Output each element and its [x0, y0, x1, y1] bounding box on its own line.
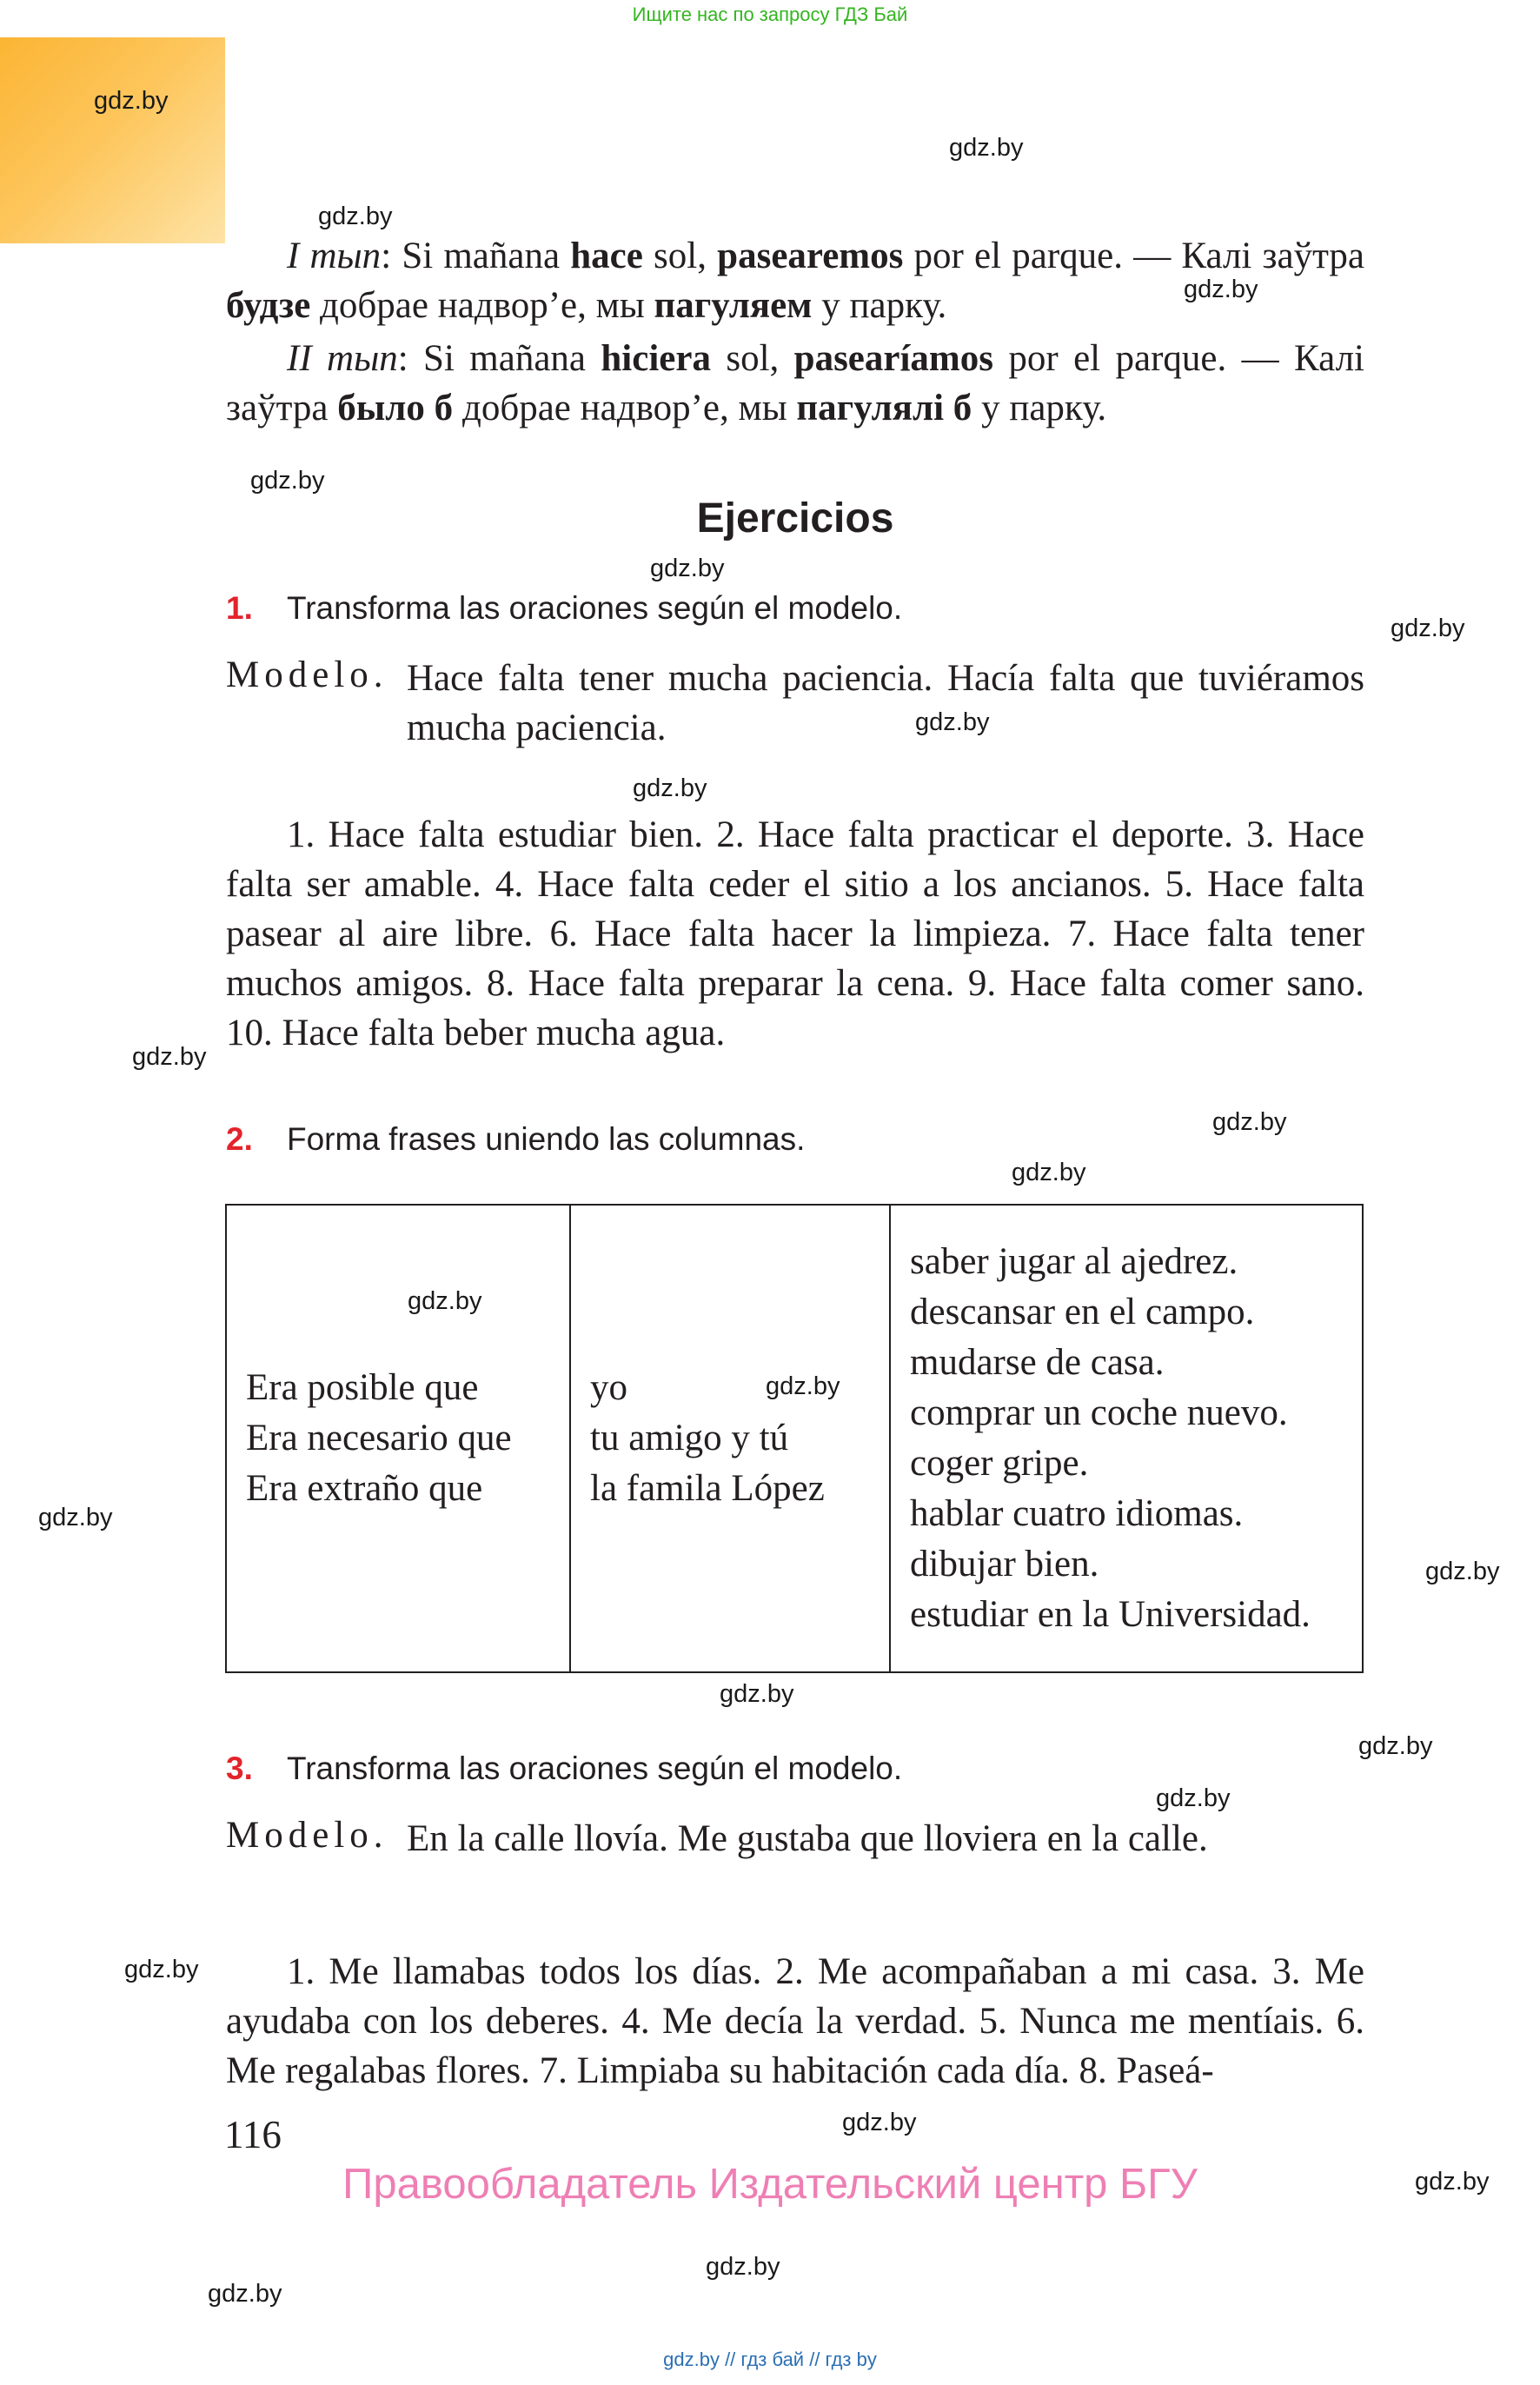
modelo-label: Modelo. [226, 654, 388, 695]
bold-text: pasearemos [717, 236, 904, 276]
list-item: estudiar en la Universidad. [910, 1594, 1311, 1635]
corner-decoration [0, 37, 225, 243]
watermark: gdz.by [1212, 1108, 1287, 1136]
list-item: Era posible que [246, 1367, 479, 1408]
watermark: gdz.by [208, 2280, 282, 2308]
column-2 [570, 1205, 890, 1672]
list-item: la famila López [590, 1468, 825, 1509]
watermark: gdz.by [1391, 615, 1465, 642]
watermark: gdz.by [132, 1043, 207, 1071]
watermark: gdz.by [650, 555, 725, 582]
table-row [226, 1205, 1363, 1672]
conditional-type-2 [226, 334, 1364, 433]
list-item: coger gripe. [910, 1443, 1089, 1484]
exercise-3-title [226, 1751, 902, 1787]
text: por el parque. — Калі заўтра [226, 338, 1364, 429]
text: : Si mañana [397, 338, 601, 379]
bold-text: hace [570, 236, 643, 276]
text: у парку. [812, 285, 947, 326]
watermark: gdz.by [1358, 1732, 1433, 1760]
watermark: gdz.by [633, 774, 707, 802]
bold-text: было б [337, 388, 454, 429]
bold-text: pasearíamos [793, 338, 993, 379]
section-heading: Ejercicios [696, 495, 894, 541]
text: sol, [642, 236, 718, 276]
list-item: Era extraño que [246, 1468, 483, 1509]
text: por el parque. — Калі заўтра [903, 236, 1365, 276]
watermark: gdz.by [1012, 1159, 1086, 1186]
footer-links: gdz.by // гдз бай // гдз by [663, 2348, 877, 2370]
top-banner: Ищите нас по запросу ГДЗ Бай [632, 3, 908, 25]
exercise-1-title [226, 590, 902, 627]
watermark: gdz.by [706, 2253, 780, 2281]
column-3 [890, 1205, 1363, 1672]
text: sol, [710, 338, 794, 379]
watermark: gdz.by [250, 467, 325, 495]
columns-table [225, 1204, 1364, 1673]
list-item: saber jugar al ajedrez. [910, 1241, 1238, 1282]
watermark: gdz.by [38, 1504, 113, 1531]
exercise-number: 3. [226, 1751, 253, 1786]
page-number: 116 [224, 2113, 282, 2156]
bold-text: пагулялі б [796, 388, 972, 429]
watermark: gdz.by [766, 1372, 840, 1400]
exercise-1-items: 1. Hace falta estudiar bien. 2. Hace falta practicar el deporte. 3. Hace falta ser amable. 4. Hace falta ceder el sitio a los ancianos. 5. Hace falta pasear al aire libre. 6. Hace falta hacer la limpieza. 7. Hace falta tener muchos amigos. 8. Hace falta preparar la cena. 9. Hace falta comer sano. 10. Hace falta beber mucha agua. [226, 814, 1364, 1053]
conditional-type-1 [226, 231, 1364, 330]
modelo-label: Modelo. [226, 1815, 388, 1856]
type-label: I тып [287, 236, 382, 276]
watermark: gdz.by [94, 87, 169, 115]
bold-text: hiciera [601, 338, 711, 379]
watermark: gdz.by [1415, 2168, 1490, 2196]
watermark: gdz.by [408, 1287, 482, 1315]
watermark: gdz.by [915, 708, 990, 736]
watermark: gdz.by [842, 2109, 917, 2136]
modelo-text: Hace falta tener mucha paciencia. Hacía falta que tuviéramos mucha paciencia. [407, 658, 1364, 748]
exercise-2-title [226, 1121, 805, 1158]
list-item: comprar un coche nuevo. [910, 1392, 1288, 1433]
exercise-number: 2. [226, 1121, 253, 1157]
modelo-text: En la calle llovía. Me gustaba que lloviera en la calle. [407, 1818, 1208, 1859]
exercise-instruction: Transforma las oraciones según el modelo. [287, 590, 903, 626]
list-item: dibujar bien. [910, 1544, 1099, 1584]
watermark: gdz.by [124, 1956, 199, 1983]
watermark: gdz.by [720, 1680, 794, 1708]
list-item: Era necesario que [246, 1418, 512, 1458]
list-item: hablar cuatro idiomas. [910, 1493, 1244, 1534]
watermark: gdz.by [1184, 276, 1258, 303]
bold-text: пагуляем [654, 285, 813, 326]
watermark: gdz.by [1425, 1558, 1500, 1585]
exercise-number: 1. [226, 590, 253, 626]
list-item: mudarse de casa. [910, 1342, 1165, 1383]
list-item: tu amigo y tú [590, 1418, 789, 1458]
text: : Si mañana [381, 236, 571, 276]
watermark: gdz.by [318, 203, 393, 230]
list-item: yo [590, 1367, 627, 1408]
bold-text: будзе [226, 285, 311, 326]
column-1 [226, 1205, 570, 1672]
exercise-3-items: 1. Me llamabas todos los días. 2. Me acompañaban a mi casa. 3. Me ayudaba con los deberes. 4. Me decía la verdad. 5. Nunca me mentíais. 6. Me regalabas flores. 7. Limpiaba su habitación cada día. 8. Paseá- [226, 1951, 1364, 2091]
copyright-notice: Правообладатель Издательский центр БГУ [342, 2161, 1198, 2208]
exercise-instruction: Forma frases uniendo las columnas. [287, 1121, 806, 1157]
type-label: II тып [287, 338, 398, 379]
list-item: descansar en el campo. [910, 1292, 1255, 1332]
watermark: gdz.by [1156, 1784, 1231, 1812]
text: добрае надвор’е, мы [310, 285, 654, 326]
text: добрае надвор’е, мы [453, 388, 797, 429]
text: у парку. [972, 388, 1107, 429]
watermark: gdz.by [949, 134, 1024, 162]
exercise-instruction: Transforma las oraciones según el modelo. [287, 1751, 903, 1786]
